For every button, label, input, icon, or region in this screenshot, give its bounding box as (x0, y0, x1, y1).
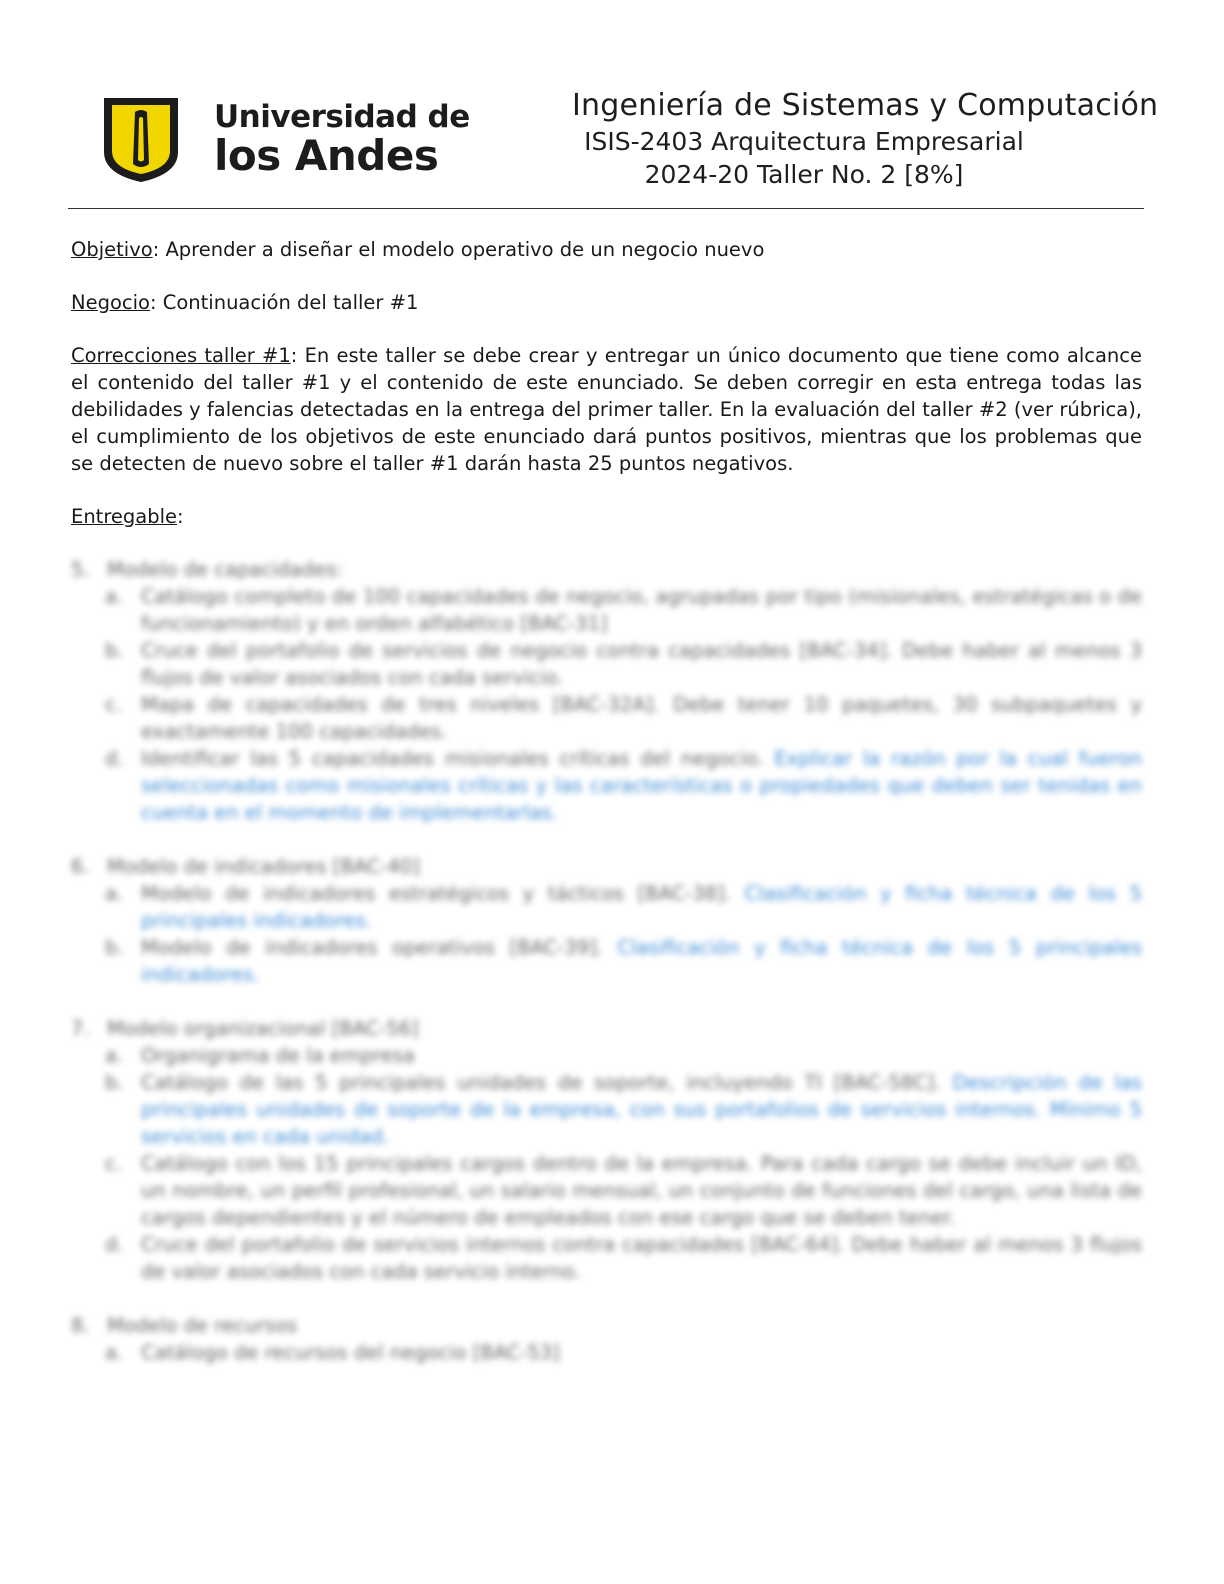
item-text (141, 745, 1142, 826)
correcciones-paragraph (71, 342, 1142, 477)
item-text-main: Catálogo de recursos del negocio [BAC-53] (141, 1341, 560, 1364)
item-text-main: Catálogo con los 15 principales cargos dentro de la empresa. Para cada cargo se debe incluir un ID, un nombre, un perfil profesional, un salario mensual, un conjunto de funciones del cargo, una lista de cargos dependientes y el número de empleados con ese cargo que se deben tener. (141, 1152, 1142, 1229)
correcciones-label: Correcciones taller #1 (71, 344, 291, 367)
section-title-text: Modelo de indicadores [BAC-40] (107, 855, 420, 878)
item-text (141, 1069, 1142, 1150)
section-modelo-recursos (71, 1312, 1142, 1366)
item-text (141, 637, 1142, 691)
item-text (141, 1150, 1142, 1231)
course-title: ISIS-2403 Arquitectura Empresarial (584, 127, 1024, 156)
objetivo-label: Objetivo (71, 238, 153, 261)
item-text-main: Mapa de capacidades de tres niveles [BAC-32A]. Debe tener 10 paquetes, 30 subpaquetes y exactamente 100 capacidades. (141, 693, 1142, 743)
item-letter: c. (105, 693, 122, 716)
item-letter: b. (105, 1071, 124, 1094)
item-letter: a. (105, 882, 124, 905)
list-item (105, 1042, 1142, 1069)
list-item (105, 1339, 1142, 1366)
item-text-main: Modelo de indicadores operativos [BAC-39]. (141, 936, 618, 959)
section-number: 6. (71, 855, 90, 878)
item-text-highlight: Descripción de las principales unidades de soporte de la empresa, con sus portafolios de servicios internos. Mínimo 5 servicios en cada unidad. (141, 1071, 1142, 1148)
objetivo-text: : Aprender a diseñar el modelo operativo de un negocio nuevo (152, 238, 765, 261)
item-text-main: Modelo de indicadores estratégicos y tácticos [BAC-38]. (141, 882, 745, 905)
section-items (105, 583, 1142, 826)
section-items (105, 1339, 1142, 1366)
item-text-main: Catálogo de las 5 principales unidades de soporte, incluyendo TI [BAC-58C]. (141, 1071, 953, 1094)
item-text (141, 934, 1142, 988)
item-letter: d. (105, 1233, 124, 1256)
item-letter: c. (105, 1152, 122, 1175)
item-letter: a. (105, 585, 124, 608)
list-item (105, 745, 1142, 826)
objetivo-paragraph (71, 236, 1142, 263)
section-title-text: Modelo de recursos (107, 1314, 298, 1337)
item-text-main: Organigrama de la empresa (141, 1044, 415, 1067)
list-item (105, 691, 1142, 745)
university-logo (100, 94, 470, 184)
section-title-text: Modelo de capacidades: (107, 558, 343, 581)
item-text-highlight: Explicar la razón por la cual fueron seleccionadas como misionales críticas y las características o propiedades que deben ser tenidas en cuenta en el momento de implementarlas. (141, 747, 1142, 824)
document-body (71, 236, 1142, 1366)
item-letter: b. (105, 936, 124, 959)
item-letter: d. (105, 747, 124, 770)
item-text (141, 1231, 1142, 1285)
section-modelo-indicadores (71, 853, 1142, 988)
section-spacer (71, 1285, 1142, 1312)
section-title (71, 1312, 1142, 1339)
section-items (105, 1042, 1142, 1285)
item-letter: a. (105, 1044, 124, 1067)
list-item (105, 1069, 1142, 1150)
item-text (141, 691, 1142, 745)
section-title-text: Modelo organizacional [BAC-56] (107, 1017, 419, 1040)
blurred-deliverables (71, 556, 1142, 1366)
section-items (105, 880, 1142, 988)
header-titles (484, 88, 1159, 189)
item-text (141, 583, 1142, 637)
logo-line-2: los Andes (214, 131, 439, 180)
section-title (71, 556, 1142, 583)
entregable-label: Entregable (71, 505, 178, 528)
logo-line-1: Universidad de (214, 99, 470, 135)
correcciones-text: : En este taller se debe crear y entregar un único documento que tiene como alcance el contenido del taller #1 y el contenido de este enunciado. Se deben corregir en esta entrega todas las debilidades y falencias detectadas en la entrega del primer taller. En la evaluación del taller #2 (ver rúbrica), el cumplimiento de los objetivos de este enunciado dará puntos positivos, mientras que los problemas que se detecten de nuevo sobre el taller #1 darán hasta 25 puntos negativos. (71, 344, 1142, 475)
logo-wordmark (214, 99, 470, 180)
item-text-highlight: Clasificación y ficha técnica de los 5 principales indicadores. (141, 882, 1142, 932)
section-number: 8. (71, 1314, 90, 1337)
list-item (105, 637, 1142, 691)
section-title (71, 1015, 1142, 1042)
negocio-label: Negocio (71, 291, 150, 314)
negocio-text: : Continuación del taller #1 (149, 291, 419, 314)
entregable-text: : (177, 505, 184, 528)
list-item (105, 583, 1142, 637)
list-item (105, 1150, 1142, 1231)
section-modelo-organizacional (71, 1015, 1142, 1285)
item-text-main: Cruce del portafolio de servicios de negocio contra capacidades [BAC-34]. Debe haber al menos 3 flujos de valor asociados con cada servicio. (141, 639, 1142, 689)
department-title: Ingeniería de Sistemas y Computación (572, 88, 1159, 123)
item-text-highlight: Clasificación y ficha técnica de los 5 principales indicadores. (141, 936, 1142, 986)
list-item (105, 934, 1142, 988)
document-header (68, 82, 1159, 208)
list-item (105, 880, 1142, 934)
item-letter: b. (105, 639, 124, 662)
shield-icon (100, 94, 182, 184)
negocio-paragraph (71, 289, 1142, 316)
list-item (105, 1231, 1142, 1285)
item-letter: a. (105, 1341, 124, 1364)
item-text-main: Identificar las 5 capacidades misionales críticas del negocio. (141, 747, 775, 770)
section-spacer (71, 988, 1142, 1015)
item-text (141, 1042, 1142, 1069)
section-number: 7. (71, 1017, 90, 1040)
taller-title: 2024-20 Taller No. 2 [8%] (644, 160, 964, 189)
item-text-main: Cruce del portafolio de servicios internos contra capacidades [BAC-64]. Debe haber al menos 3 flujos de valor asociados con cada servicio interno. (141, 1233, 1142, 1283)
section-title (71, 853, 1142, 880)
section-modelo-capacidades (71, 556, 1142, 826)
section-number: 5. (71, 558, 90, 581)
item-text-main: Catálogo completo de 100 capacidades de negocio, agrupadas por tipo (misionales, estratégicas o de funcionamiento) y en orden alfabético [BAC-31] (141, 585, 1142, 635)
header-divider (68, 208, 1144, 209)
item-text (141, 1339, 1142, 1366)
section-spacer (71, 826, 1142, 853)
entregable-paragraph (71, 503, 1142, 530)
item-text (141, 880, 1142, 934)
